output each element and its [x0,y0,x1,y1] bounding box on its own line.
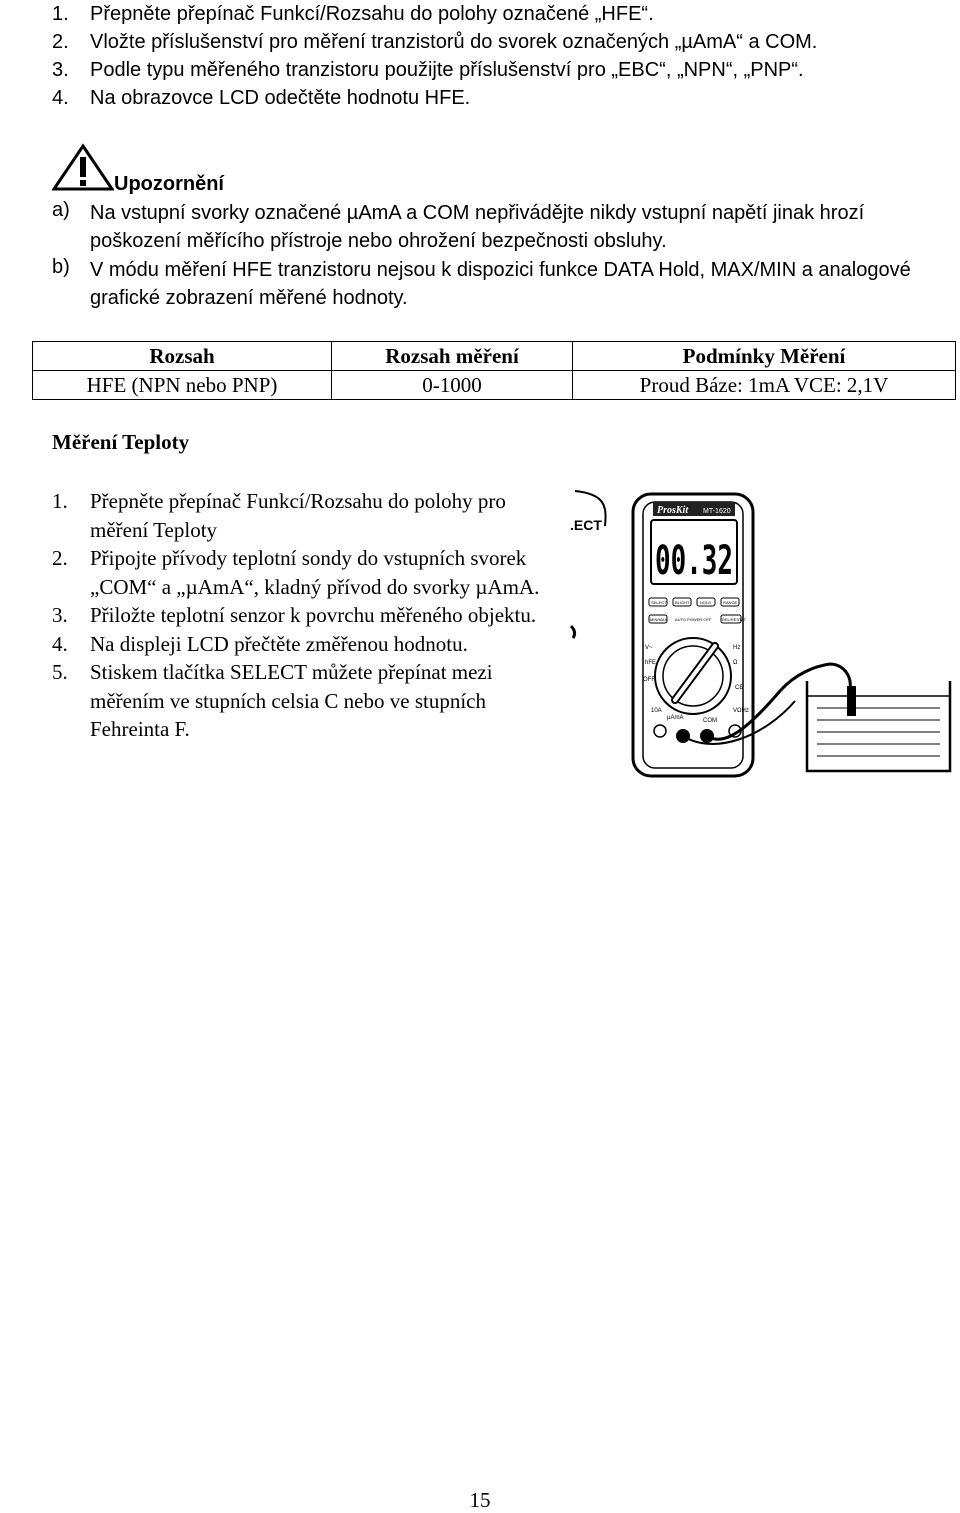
step-text: Na obrazovce LCD odečtěte hodnotu HFE. [90,87,471,109]
jack-label-com: COM [703,718,717,724]
table-cell: HFE (NPN nebo PNP) [33,371,332,400]
button-range: RANGE [723,600,738,605]
step-text: Přepněte přepínač Funkcí/Rozsahu do polohy pro měření Teploty [90,489,506,542]
section-heading: Měření Teploty [52,430,190,454]
step-number: 3. [52,59,69,81]
step-number: 1. [52,3,69,25]
table-row [33,371,956,400]
step-number: 3. [52,603,68,627]
warning-triangle-icon [52,143,114,191]
model-label: MT-1620 [703,508,731,515]
list-item [52,658,552,744]
multimeter-figure [565,486,960,786]
warning-item-label: a) [52,199,70,221]
table-header-cell: Rozsah [33,342,332,371]
warning-header [52,143,452,193]
table-cell: 0-1000 [332,371,573,400]
warning-item-text: Na vstupní svorky označené µAmA a COM nepřivádějte nikdy vstupní napětí jinak hrozí poškození měřícího přístroje nebo ohrožení bezpečnosti obsluhy. [90,202,865,252]
button-hold: HOLD [700,600,712,605]
step-number: 5. [52,660,68,684]
step-text: Stiskem tlačítka SELECT můžete přepínat mezi měřením ve stupních celsia C nebo ve stupních Fehreinta F. [90,660,493,741]
warning-title: Upozornění [114,173,224,195]
temperature-steps-list [52,487,552,744]
list-item [52,28,952,56]
warning-item-label: b) [52,256,70,278]
step-number: 4. [52,87,69,109]
button-select: SELECT [651,600,667,605]
step-text: Podle typu měřeného tranzistoru použijte příslušenství pro „EBC“, „NPN“, „PNP“. [90,59,804,81]
brand-label: ProsKit [657,505,689,516]
dial-label-ce: CE [735,685,744,691]
dial-label-hz: Hz [733,645,741,651]
multimeter-illustration [565,486,960,786]
list-item [52,544,552,601]
list-item [52,601,552,630]
lcd-value: 00.32 [655,538,733,584]
step-text: Vložte příslušenství pro měření tranzistorů do svorek označených „µAmA“ a COM. [90,31,818,53]
hfe-steps-list [52,0,952,112]
step-number: 4. [52,631,68,656]
step-number: 1. [52,489,68,513]
list-item [52,487,552,544]
callout-label: .ECT [570,517,602,533]
step-text: Připojte přívody teplotní sondy do vstupních svorek „COM“ a „µAmA“, kladný přívod do svorky µAmA. [90,546,540,599]
table-header-row [33,342,956,371]
step-text: Na displeji LCD přečtěte změřenou hodnotu. [90,631,468,656]
list-item [52,630,552,659]
list-item [52,56,952,84]
step-text: Přepněte přepínač Funkcí/Rozsahu do polohy označené „HFE“. [90,3,654,25]
dial-label-v: V~ [645,645,653,651]
dial-label-ohm: Ω [733,660,738,666]
warning-item [52,199,932,255]
table-cell: Proud Báze: 1mA VCE: 2,1V [573,371,956,400]
button-minmax: MIN/MAX [650,617,668,622]
table-header-cell: Podmínky Měření [573,342,956,371]
warning-item [52,256,932,312]
step-text: Přiložte teplotní senzor k povrchu měřeného objektu. [90,603,537,627]
step-number: 2. [52,31,69,53]
dial-label-off: OFF [643,677,655,683]
button-blight: BLIGHT [675,600,690,605]
hfe-spec-table [32,341,956,400]
warning-item-text: V módu měření HFE tranzistoru nejsou k dispozici funkce DATA Hold, MAX/MIN a analogové grafické zobrazení měřené hodnoty. [90,259,911,309]
list-item [52,84,952,112]
jack-label-vohz: VΩHz [733,708,749,714]
auto-power-off-label: AUTO POWER OFF [675,617,712,622]
table-header-cell: Rozsah měření [332,342,573,371]
step-number: 2. [52,546,68,570]
list-item [52,0,952,28]
beaker [807,681,950,771]
jack-label-10a: 10A [651,708,662,714]
dial-label-hfe: hFE [645,660,657,666]
page-number: 15 [469,1488,491,1512]
jack-label-uama: µAmA [667,715,684,721]
button-rel: REL/RESTAT [722,617,747,622]
